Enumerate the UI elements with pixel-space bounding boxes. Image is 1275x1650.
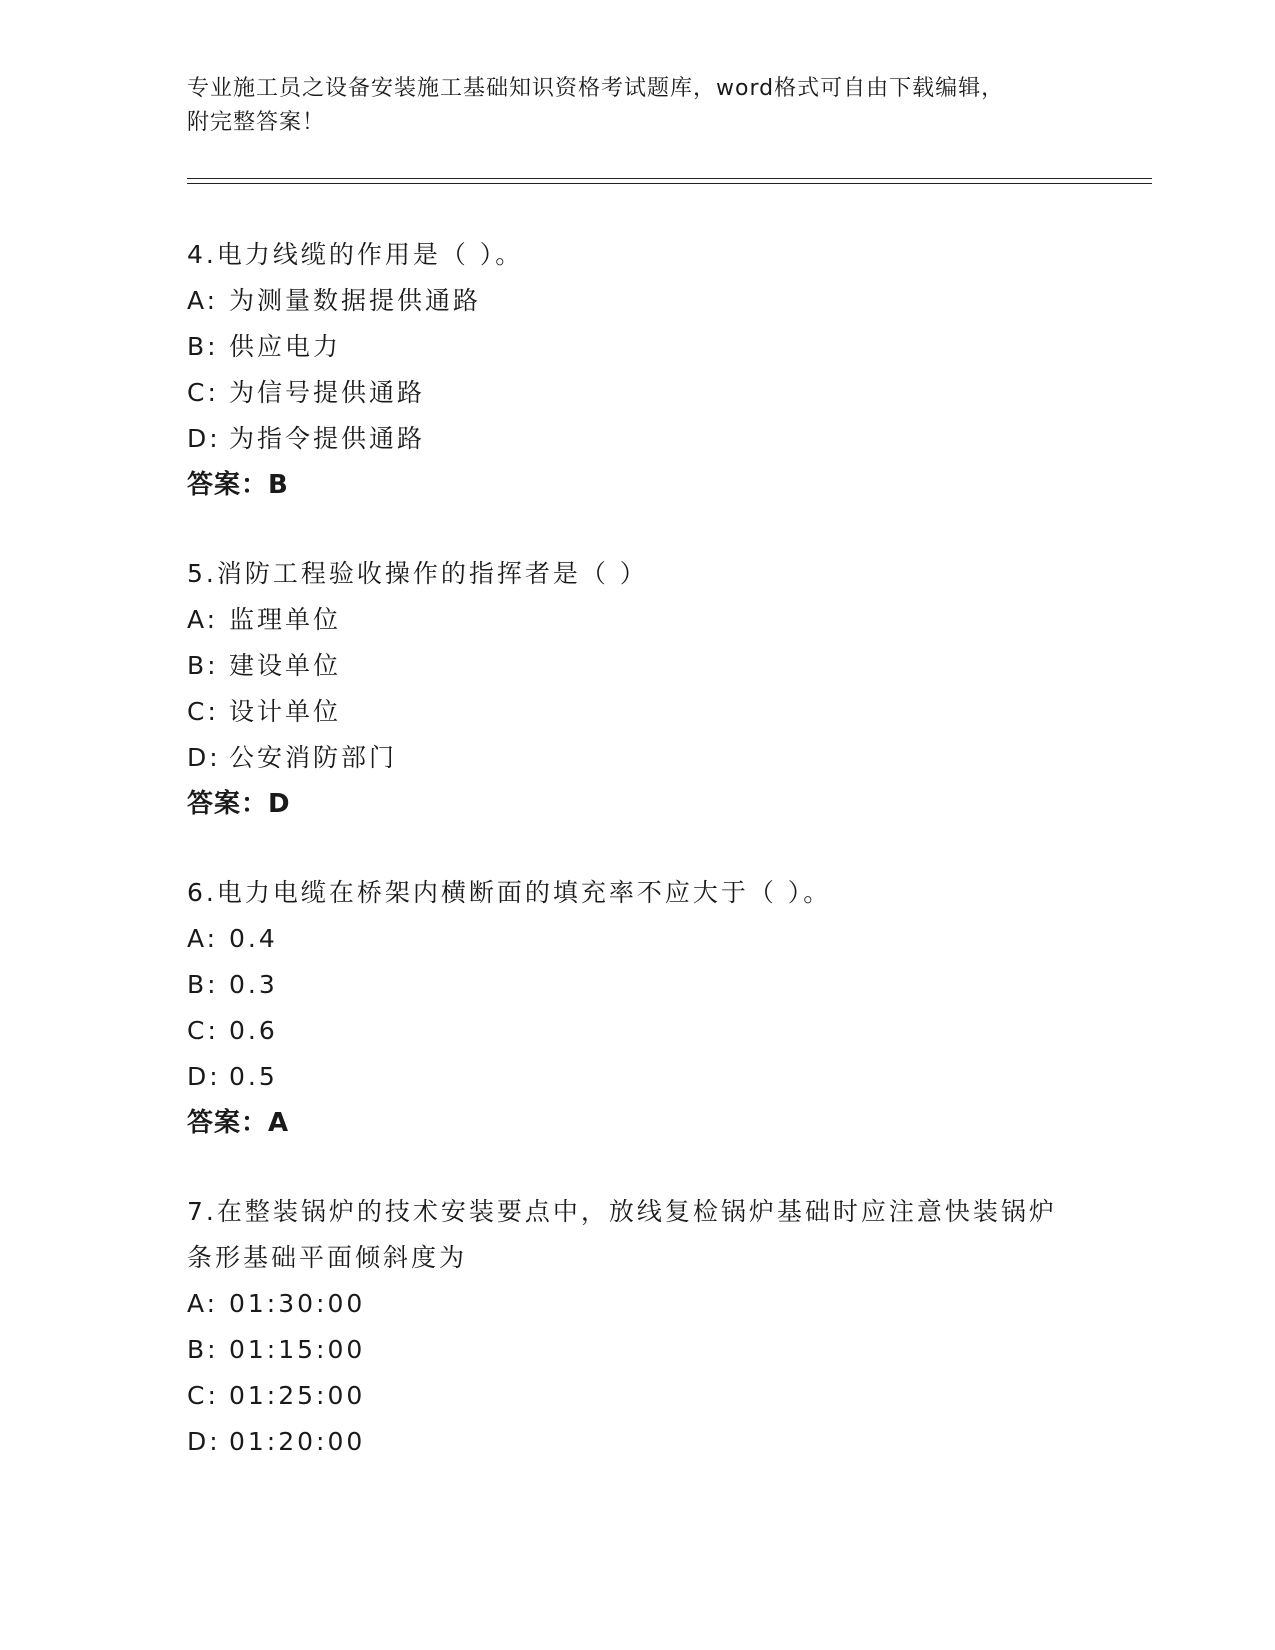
- option-letter: D:: [187, 424, 221, 453]
- option-letter: A:: [187, 924, 219, 953]
- option-b: [187, 643, 1087, 689]
- option-a: [187, 916, 1087, 962]
- option-text: 01:20:00: [229, 1427, 366, 1456]
- option-letter: B:: [187, 1335, 219, 1364]
- option-c: [187, 1373, 1087, 1419]
- header-divider-top: [187, 178, 1152, 179]
- option-letter: A:: [187, 286, 219, 315]
- option-b: [187, 1327, 1087, 1373]
- question-6: [187, 870, 1087, 1146]
- question-5: [187, 551, 1087, 827]
- option-letter: A:: [187, 605, 219, 634]
- option-letter: C:: [187, 1016, 219, 1045]
- option-text: 01:15:00: [229, 1335, 366, 1364]
- option-text: 01:30:00: [229, 1289, 366, 1318]
- option-c: [187, 1008, 1087, 1054]
- option-letter: D:: [187, 1062, 221, 1091]
- question-title: 4.电力线缆的作用是（ ）。: [187, 240, 524, 269]
- option-text: 0.6: [229, 1016, 278, 1045]
- question-7: [187, 1189, 1087, 1465]
- option-d: [187, 416, 1087, 462]
- answer-line: 答案：D: [187, 789, 291, 819]
- question-title: 7.在整装锅炉的技术安装要点中，放线复检锅炉基础时应注意快装锅炉条形基础平面倾斜度为: [187, 1197, 1057, 1272]
- answer-line: 答案：B: [187, 470, 289, 500]
- option-text: 01:25:00: [229, 1381, 366, 1410]
- option-text: 建设单位: [229, 651, 342, 680]
- question-title: 5.消防工程验收操作的指挥者是（ ）: [187, 559, 648, 588]
- option-letter: C:: [187, 1381, 219, 1410]
- option-c: [187, 689, 1087, 735]
- option-d: [187, 1419, 1087, 1465]
- option-text: 0.4: [229, 924, 278, 953]
- document-header: [187, 72, 1087, 140]
- option-text: 0.3: [229, 970, 278, 999]
- question-title: 6.电力电缆在桥架内横断面的填充率不应大于（ ）。: [187, 878, 832, 907]
- option-letter: A:: [187, 1289, 219, 1318]
- option-a: [187, 1281, 1087, 1327]
- option-b: [187, 962, 1087, 1008]
- header-line-2: 附完整答案！: [187, 110, 326, 135]
- option-c: [187, 370, 1087, 416]
- option-letter: C:: [187, 697, 219, 726]
- option-letter: B:: [187, 970, 219, 999]
- option-text: 设计单位: [229, 697, 342, 726]
- option-letter: B:: [187, 332, 219, 361]
- option-text: 监理单位: [229, 605, 342, 634]
- option-letter: D:: [187, 1427, 221, 1456]
- option-text: 供应电力: [229, 332, 342, 361]
- option-a: [187, 278, 1087, 324]
- option-a: [187, 597, 1087, 643]
- option-d: [187, 1054, 1087, 1100]
- answer-line: 答案：A: [187, 1108, 290, 1138]
- option-text: 公安消防部门: [229, 743, 398, 772]
- option-text: 0.5: [229, 1062, 278, 1091]
- option-text: 为指令提供通路: [229, 424, 426, 453]
- option-letter: D:: [187, 743, 221, 772]
- question-4: [187, 232, 1087, 508]
- header-line-1: 专业施工员之设备安装施工基础知识资格考试题库，word格式可自由下载编辑，: [187, 76, 1005, 101]
- option-letter: C:: [187, 378, 219, 407]
- option-d: [187, 735, 1087, 781]
- option-text: 为信号提供通路: [229, 378, 426, 407]
- option-text: 为测量数据提供通路: [229, 286, 482, 315]
- option-letter: B:: [187, 651, 219, 680]
- option-b: [187, 324, 1087, 370]
- header-divider-bottom: [187, 183, 1152, 184]
